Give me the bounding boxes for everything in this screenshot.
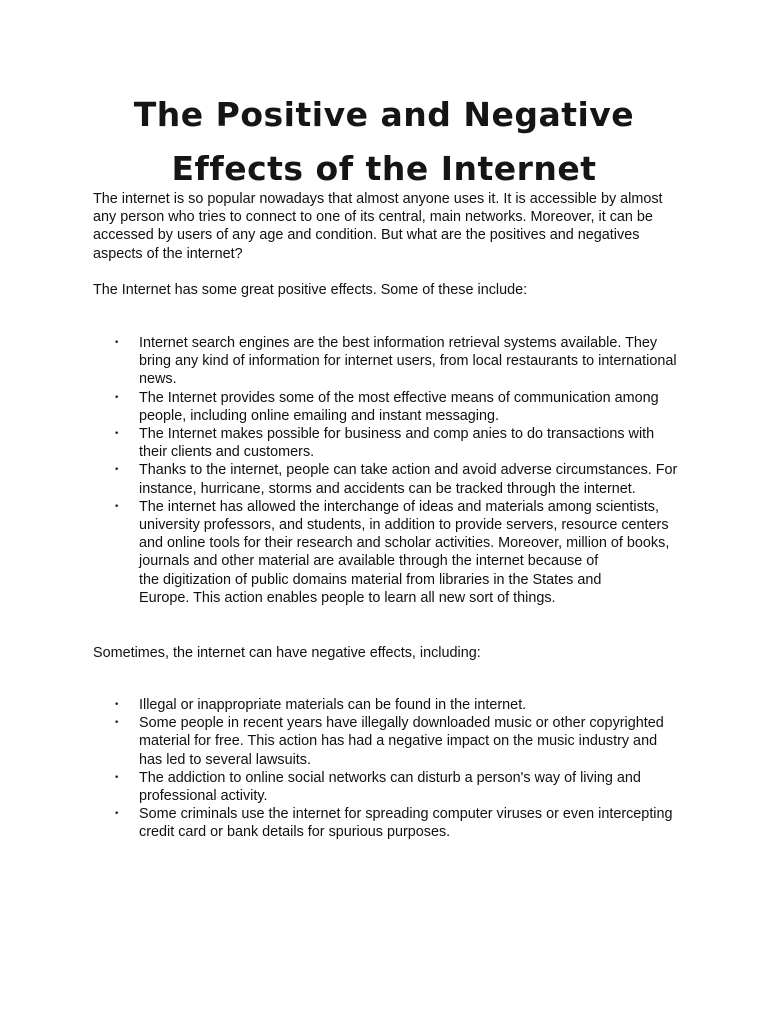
text-line: The Internet provides some of the most effective means of communication among <box>139 389 659 406</box>
text-line: bring any kind of information for internet users, from local restaurants to international <box>139 353 677 370</box>
negative-effects-list <box>0 696 768 842</box>
text-line: university professors, and students, in addition to provide servers, resource centers <box>139 517 669 534</box>
text-line: Thanks to the internet, people can take action and avoid adverse circumstances. For <box>139 462 678 479</box>
text-line: The addiction to online social networks can disturb a person's way of living and <box>139 769 641 786</box>
document-title <box>0 88 768 196</box>
bullet-icon: • <box>114 700 120 710</box>
bullet-icon: • <box>114 429 120 440</box>
text-line: The internet is so popular nowadays that almost anyone uses it. It is accessible by almost <box>93 191 663 207</box>
bullet-icon: • <box>114 501 120 512</box>
intro-paragraph <box>93 190 683 263</box>
list-item <box>0 805 768 841</box>
text-line: Some people in recent years have illegally downloaded music or other copyrighted <box>139 715 664 732</box>
list-item <box>0 769 768 805</box>
text-line: The Internet has some great positive effects. Some of these include: <box>93 282 528 298</box>
text-line: news. <box>139 371 177 388</box>
negative-effects-intro <box>93 644 683 662</box>
text-line: professional activity. <box>139 788 268 805</box>
list-item <box>0 334 768 389</box>
text-line: and online tools for their research and scholar activities. Moreover, million of books, <box>139 535 670 552</box>
text-line: The Internet makes possible for business and comp anies to do transactions with <box>139 426 655 443</box>
bullet-icon: • <box>114 392 120 403</box>
positive-effects-list <box>0 334 768 607</box>
list-item <box>0 461 768 497</box>
bullet-icon: • <box>114 338 120 348</box>
list-item <box>0 696 768 714</box>
text-line: Illegal or inappropriate materials can be found in the internet. <box>139 697 527 713</box>
text-line: Sometimes, the internet can have negative effects, including: <box>93 645 481 661</box>
text-line: the digitization of public domains material from libraries in the States and <box>139 571 602 588</box>
text-line: material for free. This action has had a negative impact on the music industry and <box>139 733 658 750</box>
list-item <box>0 714 768 769</box>
bullet-icon: • <box>114 772 120 783</box>
text-line: The internet has allowed the interchange of ideas and materials among scientists, <box>139 498 659 515</box>
bullet-icon: • <box>114 809 120 820</box>
positive-effects-intro <box>93 281 683 299</box>
text-line: aspects of the internet? <box>93 245 243 262</box>
text-line: any person who tries to connect to one of its central, main networks. Moreover, it can be <box>93 209 653 226</box>
text-line: Europe. This action enables people to learn all new sort of things. <box>139 589 556 606</box>
list-item <box>0 425 768 461</box>
list-item <box>0 498 768 607</box>
text-line: their clients and customers. <box>139 444 315 461</box>
text-line: credit card or bank details for spurious purposes. <box>139 824 451 841</box>
text-line: Internet search engines are the best information retrieval systems available. They <box>139 335 658 351</box>
bullet-icon: • <box>114 718 120 729</box>
list-item <box>0 389 768 425</box>
text-line: accessed by users of any age and condition. But what are the positives and negatives <box>93 227 640 244</box>
text-line: journals and other material are available through the internet because of <box>139 553 599 570</box>
text-line: has led to several lawsuits. <box>139 751 311 768</box>
title-line: The Positive and Negative <box>133 95 635 134</box>
title-line: Effects of the Internet <box>171 149 597 188</box>
text-line: people, including online emailing and instant messaging. <box>139 407 500 424</box>
text-line: Some criminals use the internet for spreading computer viruses or even intercepting <box>139 806 673 823</box>
text-line: instance, hurricane, storms and accidents can be tracked through the internet. <box>139 480 636 497</box>
bullet-icon: • <box>114 465 120 476</box>
